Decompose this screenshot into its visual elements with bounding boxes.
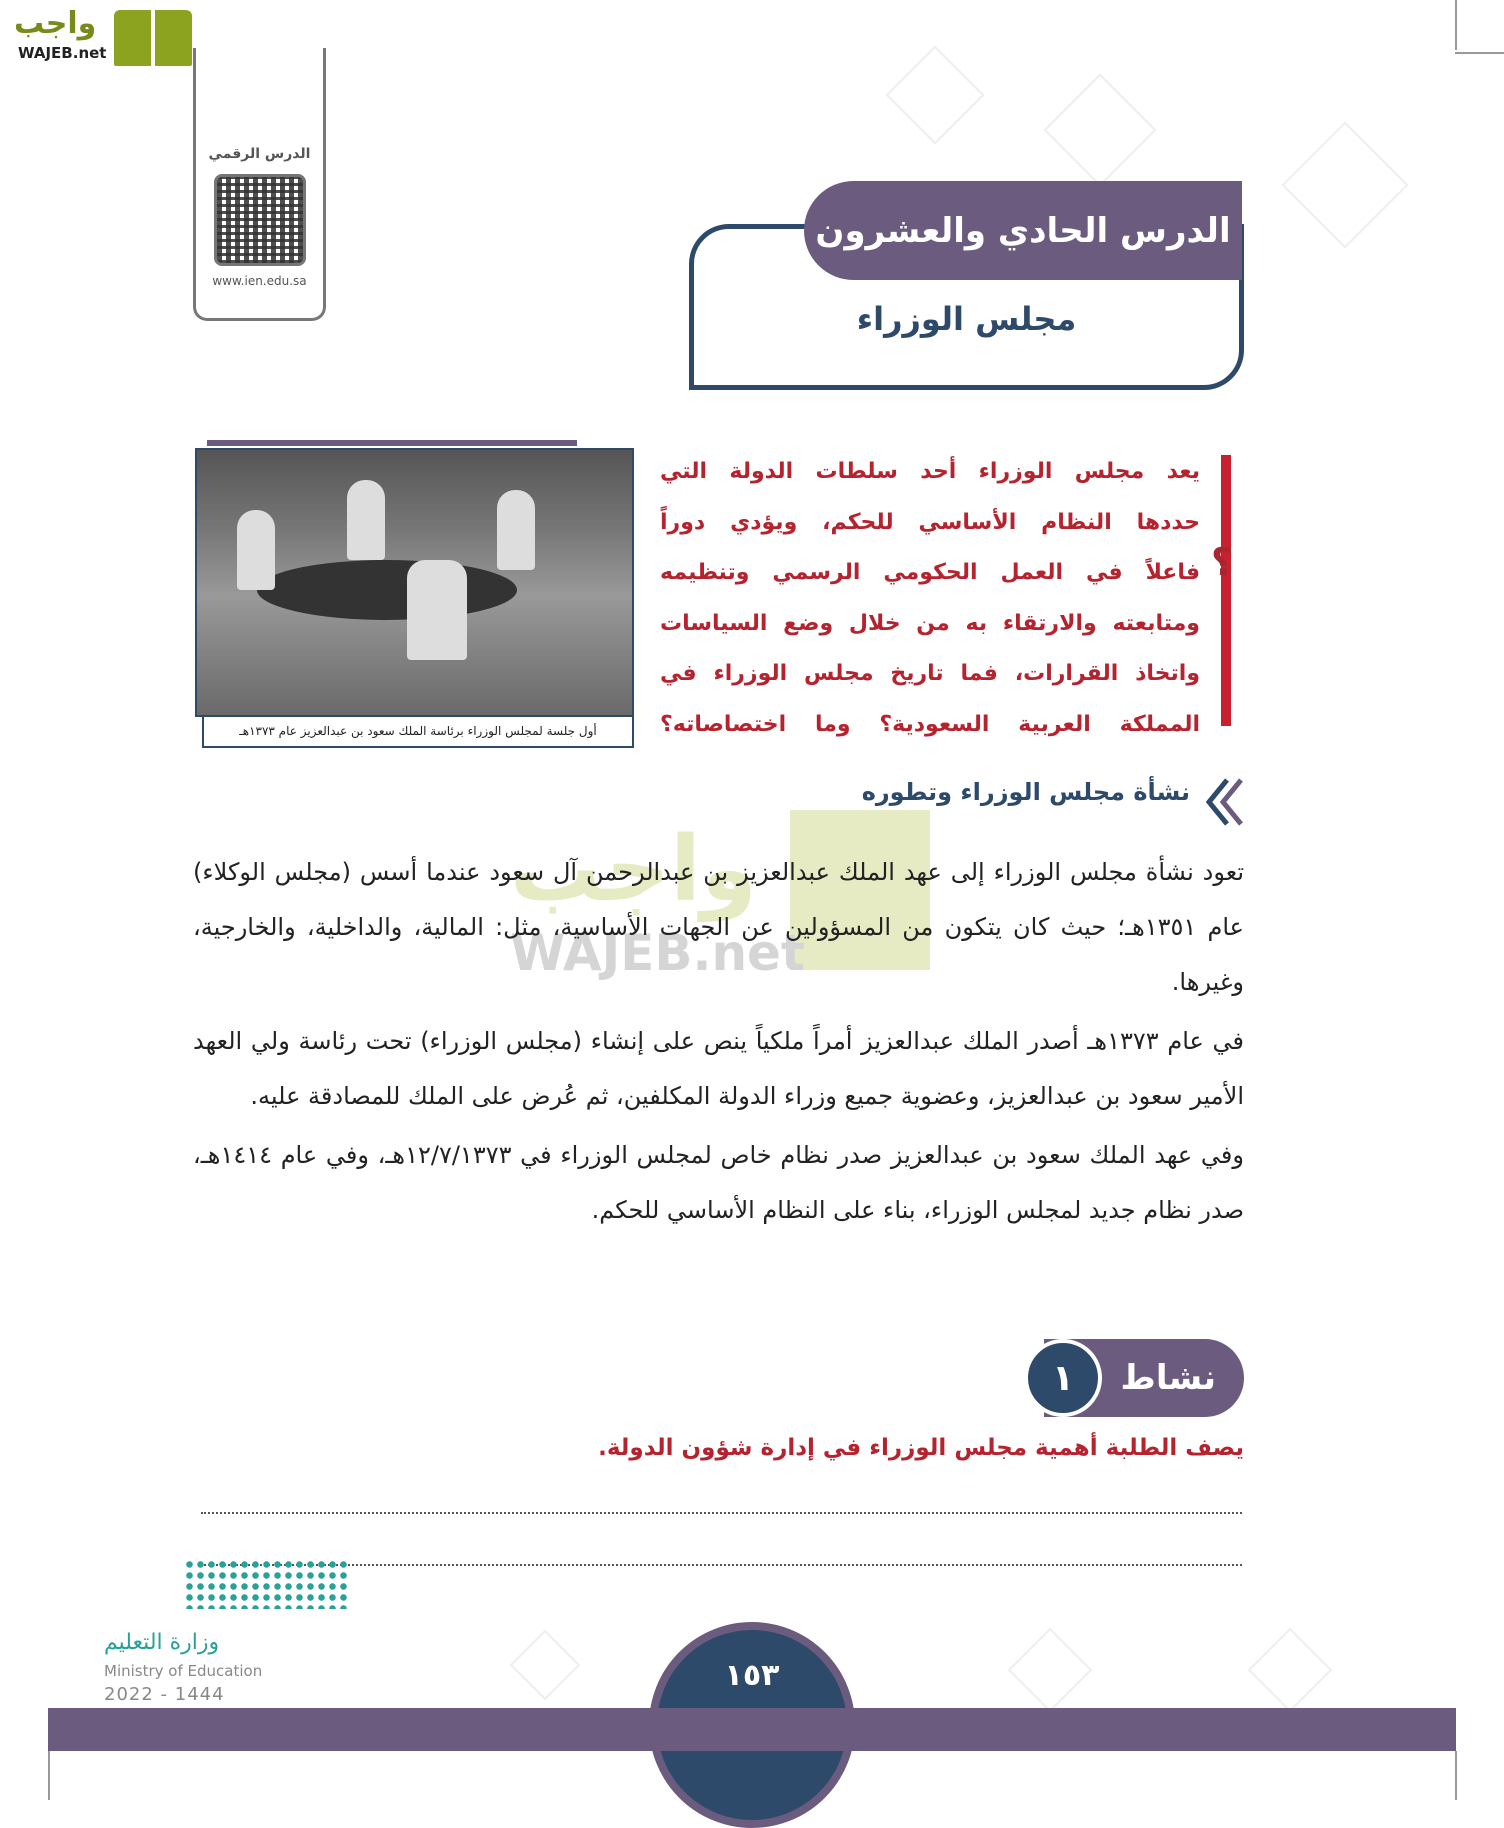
activity-badge bbox=[1024, 1339, 1244, 1417]
section-body bbox=[193, 845, 1244, 1238]
background-pattern bbox=[1248, 1628, 1333, 1713]
intro-line: ومتابعته والارتقاء به من خلال وضع السياسات bbox=[660, 610, 1200, 636]
background-pattern bbox=[1008, 1628, 1093, 1713]
lesson-number-title: الدرس الحادي والعشرون bbox=[804, 181, 1242, 280]
body-paragraph: وفي عهد الملك سعود بن عبدالعزيز صدر نظام خاص لمجلس الوزراء في ١٢/٧/١٣٧٣هـ، وفي عام ١٤١٤هـ، صدر نظام جديد لمجلس الوزراء، بناء على النظام الأساسي للحكم. bbox=[193, 1141, 1244, 1224]
intro-paragraph bbox=[660, 447, 1200, 750]
background-pattern bbox=[886, 46, 985, 145]
wajeb-logo[interactable] bbox=[8, 6, 193, 68]
crop-mark bbox=[1455, 0, 1457, 50]
ministry-name-ar: وزارة التعليم bbox=[104, 1630, 220, 1655]
watermark-text-en: WAJEB.net bbox=[510, 924, 805, 980]
activity-number: ١ bbox=[1024, 1339, 1102, 1417]
photo-caption: أول جلسة لمجلس الوزراء برئاسة الملك سعود بن عبدالعزيز عام ١٣٧٣هـ bbox=[202, 717, 634, 748]
answer-line[interactable] bbox=[201, 1564, 1242, 1566]
photo-figure bbox=[407, 560, 467, 660]
photo-table bbox=[257, 560, 517, 620]
logo-text-ar: واجب bbox=[14, 6, 97, 41]
activity-label: نشاط bbox=[1044, 1339, 1244, 1417]
digital-lesson-label: الدرس الرقمي bbox=[208, 146, 311, 162]
section-heading: نشأة مجلس الوزراء وتطوره bbox=[861, 778, 1190, 806]
background-pattern bbox=[510, 1630, 581, 1701]
photo-accent-bar bbox=[207, 440, 577, 446]
photo-figure bbox=[237, 510, 275, 590]
book-icon bbox=[114, 10, 192, 66]
digital-lesson-card[interactable] bbox=[193, 48, 326, 321]
background-pattern bbox=[1281, 121, 1408, 248]
photo-figure bbox=[497, 490, 535, 570]
intro-line: حددها النظام الأساسي للحكم، ويؤدي دوراً bbox=[660, 509, 1200, 535]
qr-code-icon[interactable] bbox=[214, 174, 306, 266]
intro-line: يعد مجلس الوزراء أحد سلطات الدولة التي bbox=[660, 459, 1200, 484]
question-mark-icon: ؟ bbox=[1211, 540, 1234, 584]
crop-mark bbox=[1455, 1751, 1457, 1800]
body-paragraph: في عام ١٣٧٣هـ أصدر الملك عبدالعزيز أمراً ملكياً ينص على إنشاء (مجلس الوزراء) تحت رئاسة ولي العهد الأمير سعود بن عبدالعزيز، وعضوية جميع وزراء الدولة المكلفين، ثم عُرض على الملك للمصادقة عليه. bbox=[193, 1027, 1244, 1110]
activity-instruction: يصف الطلبة أهمية مجلس الوزراء في إدارة شؤون الدولة. bbox=[598, 1435, 1244, 1461]
watermark-text-ar: واجب bbox=[510, 817, 757, 922]
background-pattern bbox=[1043, 73, 1156, 186]
answer-line[interactable] bbox=[201, 1512, 1242, 1514]
vision-2030-logo bbox=[184, 1559, 350, 1609]
footer-band bbox=[48, 1708, 1456, 1751]
digital-lesson-url[interactable]: www.ien.edu.sa bbox=[212, 274, 307, 288]
page-number: ١٥٣ bbox=[649, 1622, 855, 1828]
historical-photo bbox=[195, 448, 634, 717]
intro-line: واتخاذ القرارات، فما تاريخ مجلس الوزراء في bbox=[660, 661, 1200, 686]
crop-mark bbox=[1455, 52, 1504, 54]
lesson-title: مجلس الوزراء bbox=[856, 300, 1077, 338]
intro-line: المملكة العربية السعودية؟ وما اختصاصاته؟ bbox=[660, 711, 1200, 737]
intro-line: فاعلاً في العمل الحكومي الرسمي وتنظيمه bbox=[660, 560, 1200, 585]
body-paragraph: تعود نشأة مجلس الوزراء إلى عهد الملك عبدالعزيز بن عبدالرحمن آل سعود عندما أسس (مجلس الوكلاء) عام ١٣٥١هـ؛ حيث كان يتكون من المسؤولين عن الجهات الأساسية، مثل: المالية، والداخلية، والخارجية، وغيرها. bbox=[193, 858, 1245, 996]
crop-mark bbox=[48, 1751, 50, 1800]
double-chevron-icon bbox=[1205, 776, 1245, 828]
edition-year: 2022 - 1444 bbox=[104, 1684, 225, 1705]
ministry-name-en: Ministry of Education bbox=[104, 1662, 263, 1680]
logo-text-en: WAJEB.net bbox=[18, 44, 107, 62]
photo-figure bbox=[347, 480, 385, 560]
